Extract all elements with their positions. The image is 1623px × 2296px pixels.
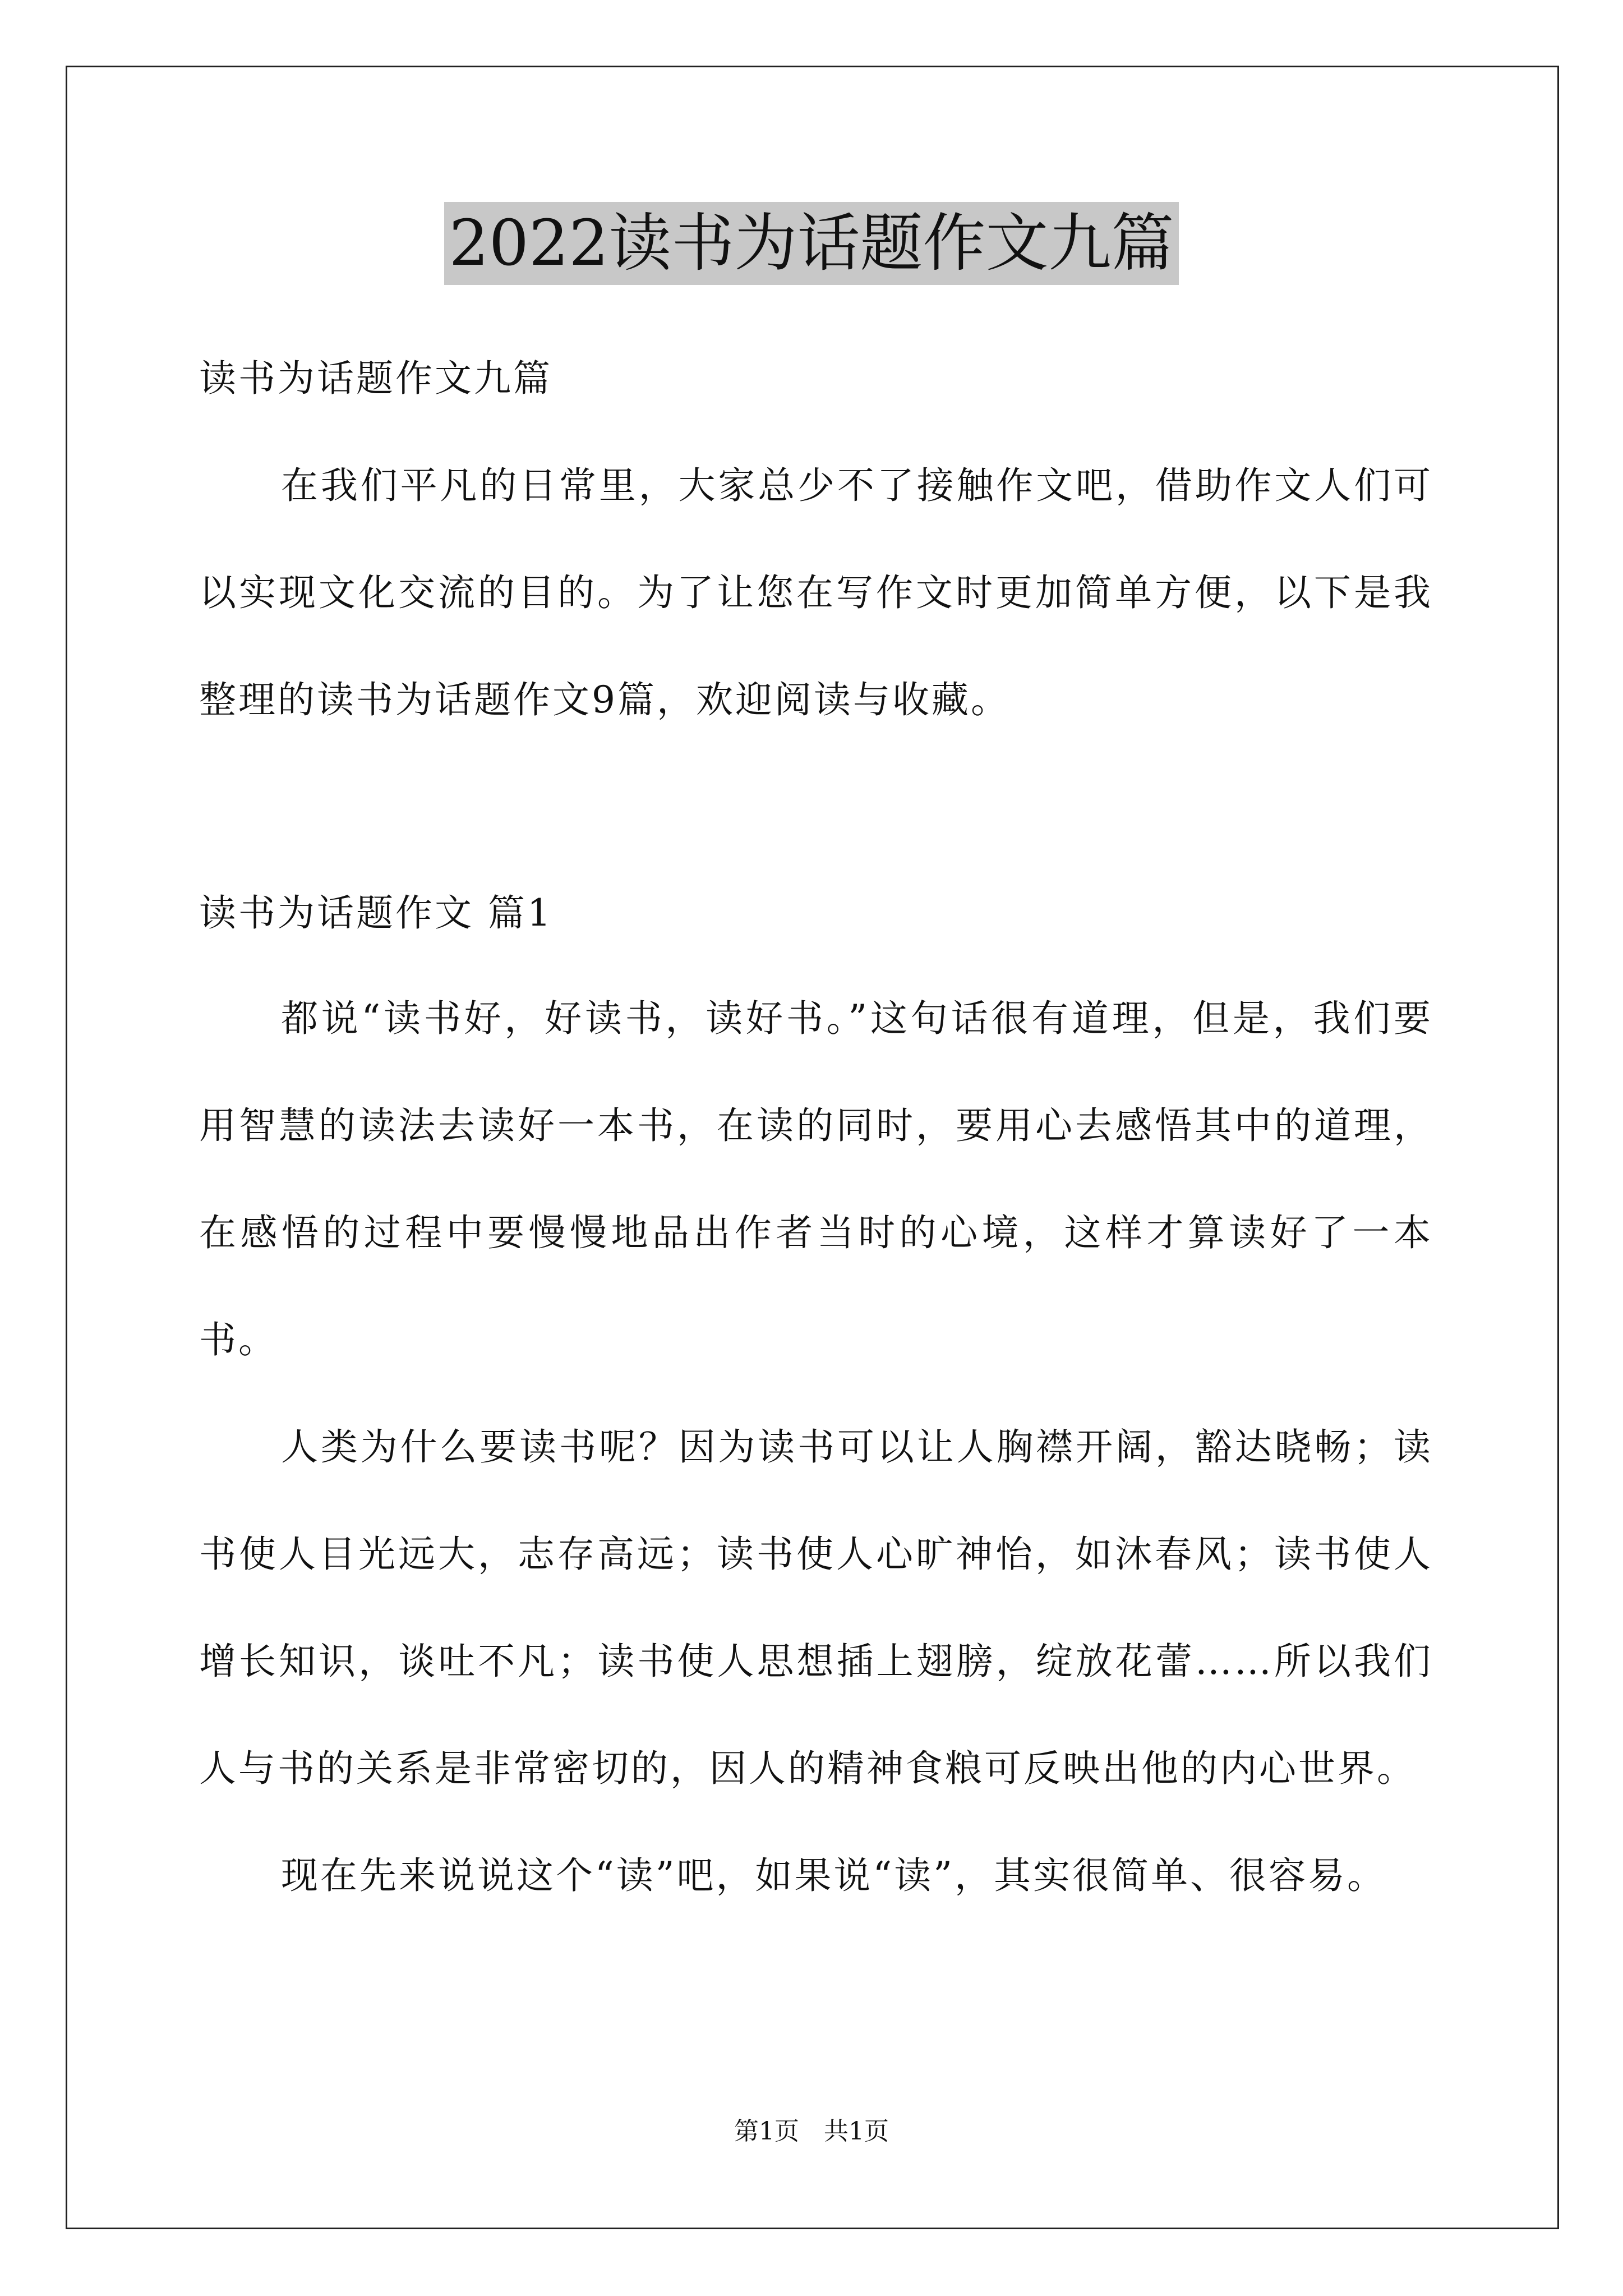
- page-number-total: 共1页: [824, 2117, 889, 2146]
- body-paragraph: 人类为什么要读书呢？因为读书可以让人胸襟开阔，豁达晓畅；读书使人目光远大，志存高远；读书使人心旷神怡，如沐春风；读书使人增长知识，谈吐不凡；读书使人思想插上翅膀，绽放花蕾……所以我们人与书的关系是非常密切的，因人的精神食粮可反映出他的内心世界。: [199, 1425, 1433, 1790]
- document-subtitle: 读书为话题作文九篇: [199, 357, 552, 400]
- intro-paragraph: 在我们平凡的日常里，大家总少不了接触作文吧，借助作文人们可以实现文化交流的目的。为了让您在写作文时更加简单方便，以下是我整理的读书为话题作文9篇，欢迎阅读与收藏。: [199, 464, 1433, 721]
- body-paragraph: 都说“读书好，好读书，读好书。”这句话很有道理，但是，我们要用智慧的读法去读好一本书，在读的同时，要用心去感悟其中的道理，在感悟的过程中要慢慢地品出作者当时的心境，这样才算读好了一本书。: [199, 997, 1433, 1361]
- title-wrap: [0, 202, 1623, 285]
- section-heading: 读书为话题作文 篇1: [199, 891, 553, 935]
- intro-block: [199, 432, 1433, 753]
- document-title: 2022读书为话题作文九篇: [444, 202, 1178, 285]
- body-paragraph: 现在先来说说这个“读”吧，如果说“读”，其实很简单、很容易。: [281, 1854, 1386, 1897]
- body-block: [199, 965, 1433, 1929]
- page-number-current: 第1页: [734, 2117, 799, 2146]
- page-footer: [0, 2115, 1623, 2148]
